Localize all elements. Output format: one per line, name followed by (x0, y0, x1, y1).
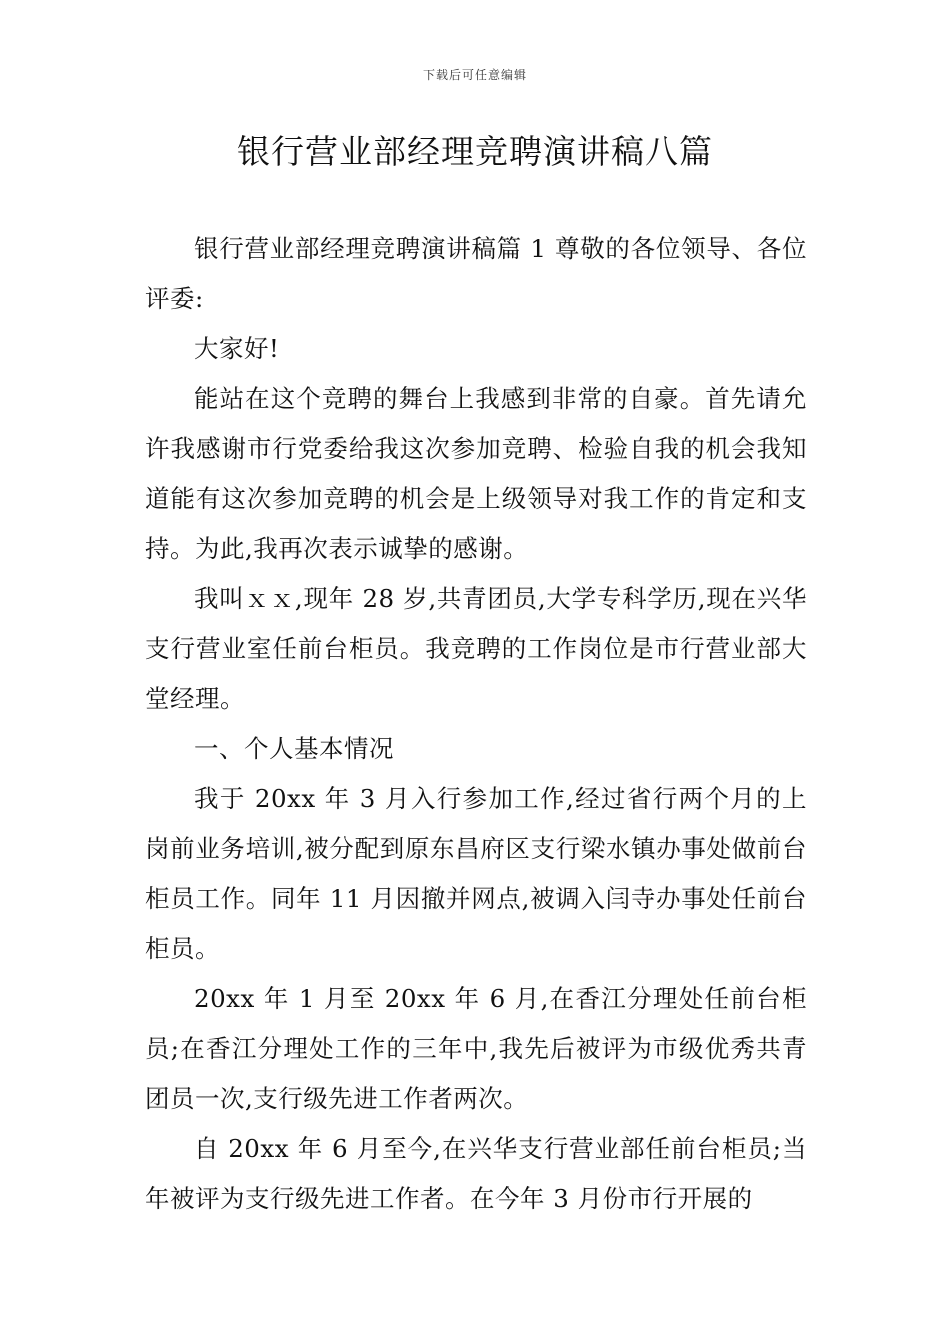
paragraph: 我于 20xx 年 3 月入行参加工作,经过省行两个月的上岗前业务培训,被分配到原东昌府区支行梁水镇办事处做前台柜员工作。同年 11 月因撤并网点,被调入闫寺办事处任前台柜员。 (145, 784, 807, 963)
document-body (145, 224, 807, 1224)
paragraph: 银行营业部经理竞聘演讲稿篇 1 尊敬的各位领导、各位评委: (145, 234, 807, 313)
document-title: 银行营业部经理竞聘演讲稿八篇 (237, 132, 713, 171)
paragraph: 大家好! (194, 334, 280, 363)
paragraph: 20xx 年 1 月至 20xx 年 6 月,在香江分理处任前台柜员;在香江分理处工作的三年中,我先后被评为市级优秀共青团员一次,支行级先进工作者两次。 (145, 984, 807, 1113)
section-heading: 一、个人基本情况 (194, 734, 394, 763)
header-note: 下载后可任意编辑 (422, 68, 527, 82)
paragraph: 我叫ｘｘ,现年 28 岁,共青团员,大学专科学历,现在兴华支行营业室任前台柜员。我竞聘的工作岗位是市行营业部大堂经理。 (145, 584, 807, 713)
paragraph: 能站在这个竞聘的舞台上我感到非常的自豪。首先请允许我感谢市行党委给我这次参加竞聘、检验自我的机会我知道能有这次参加竞聘的机会是上级领导对我工作的肯定和支持。为此,我再次表示诚挚的感谢。 (145, 384, 807, 563)
paragraph: 自 20xx 年 6 月至今,在兴华支行营业部任前台柜员;当年被评为支行级先进工作者。在今年 3 月份市行开展的 (145, 1134, 807, 1213)
